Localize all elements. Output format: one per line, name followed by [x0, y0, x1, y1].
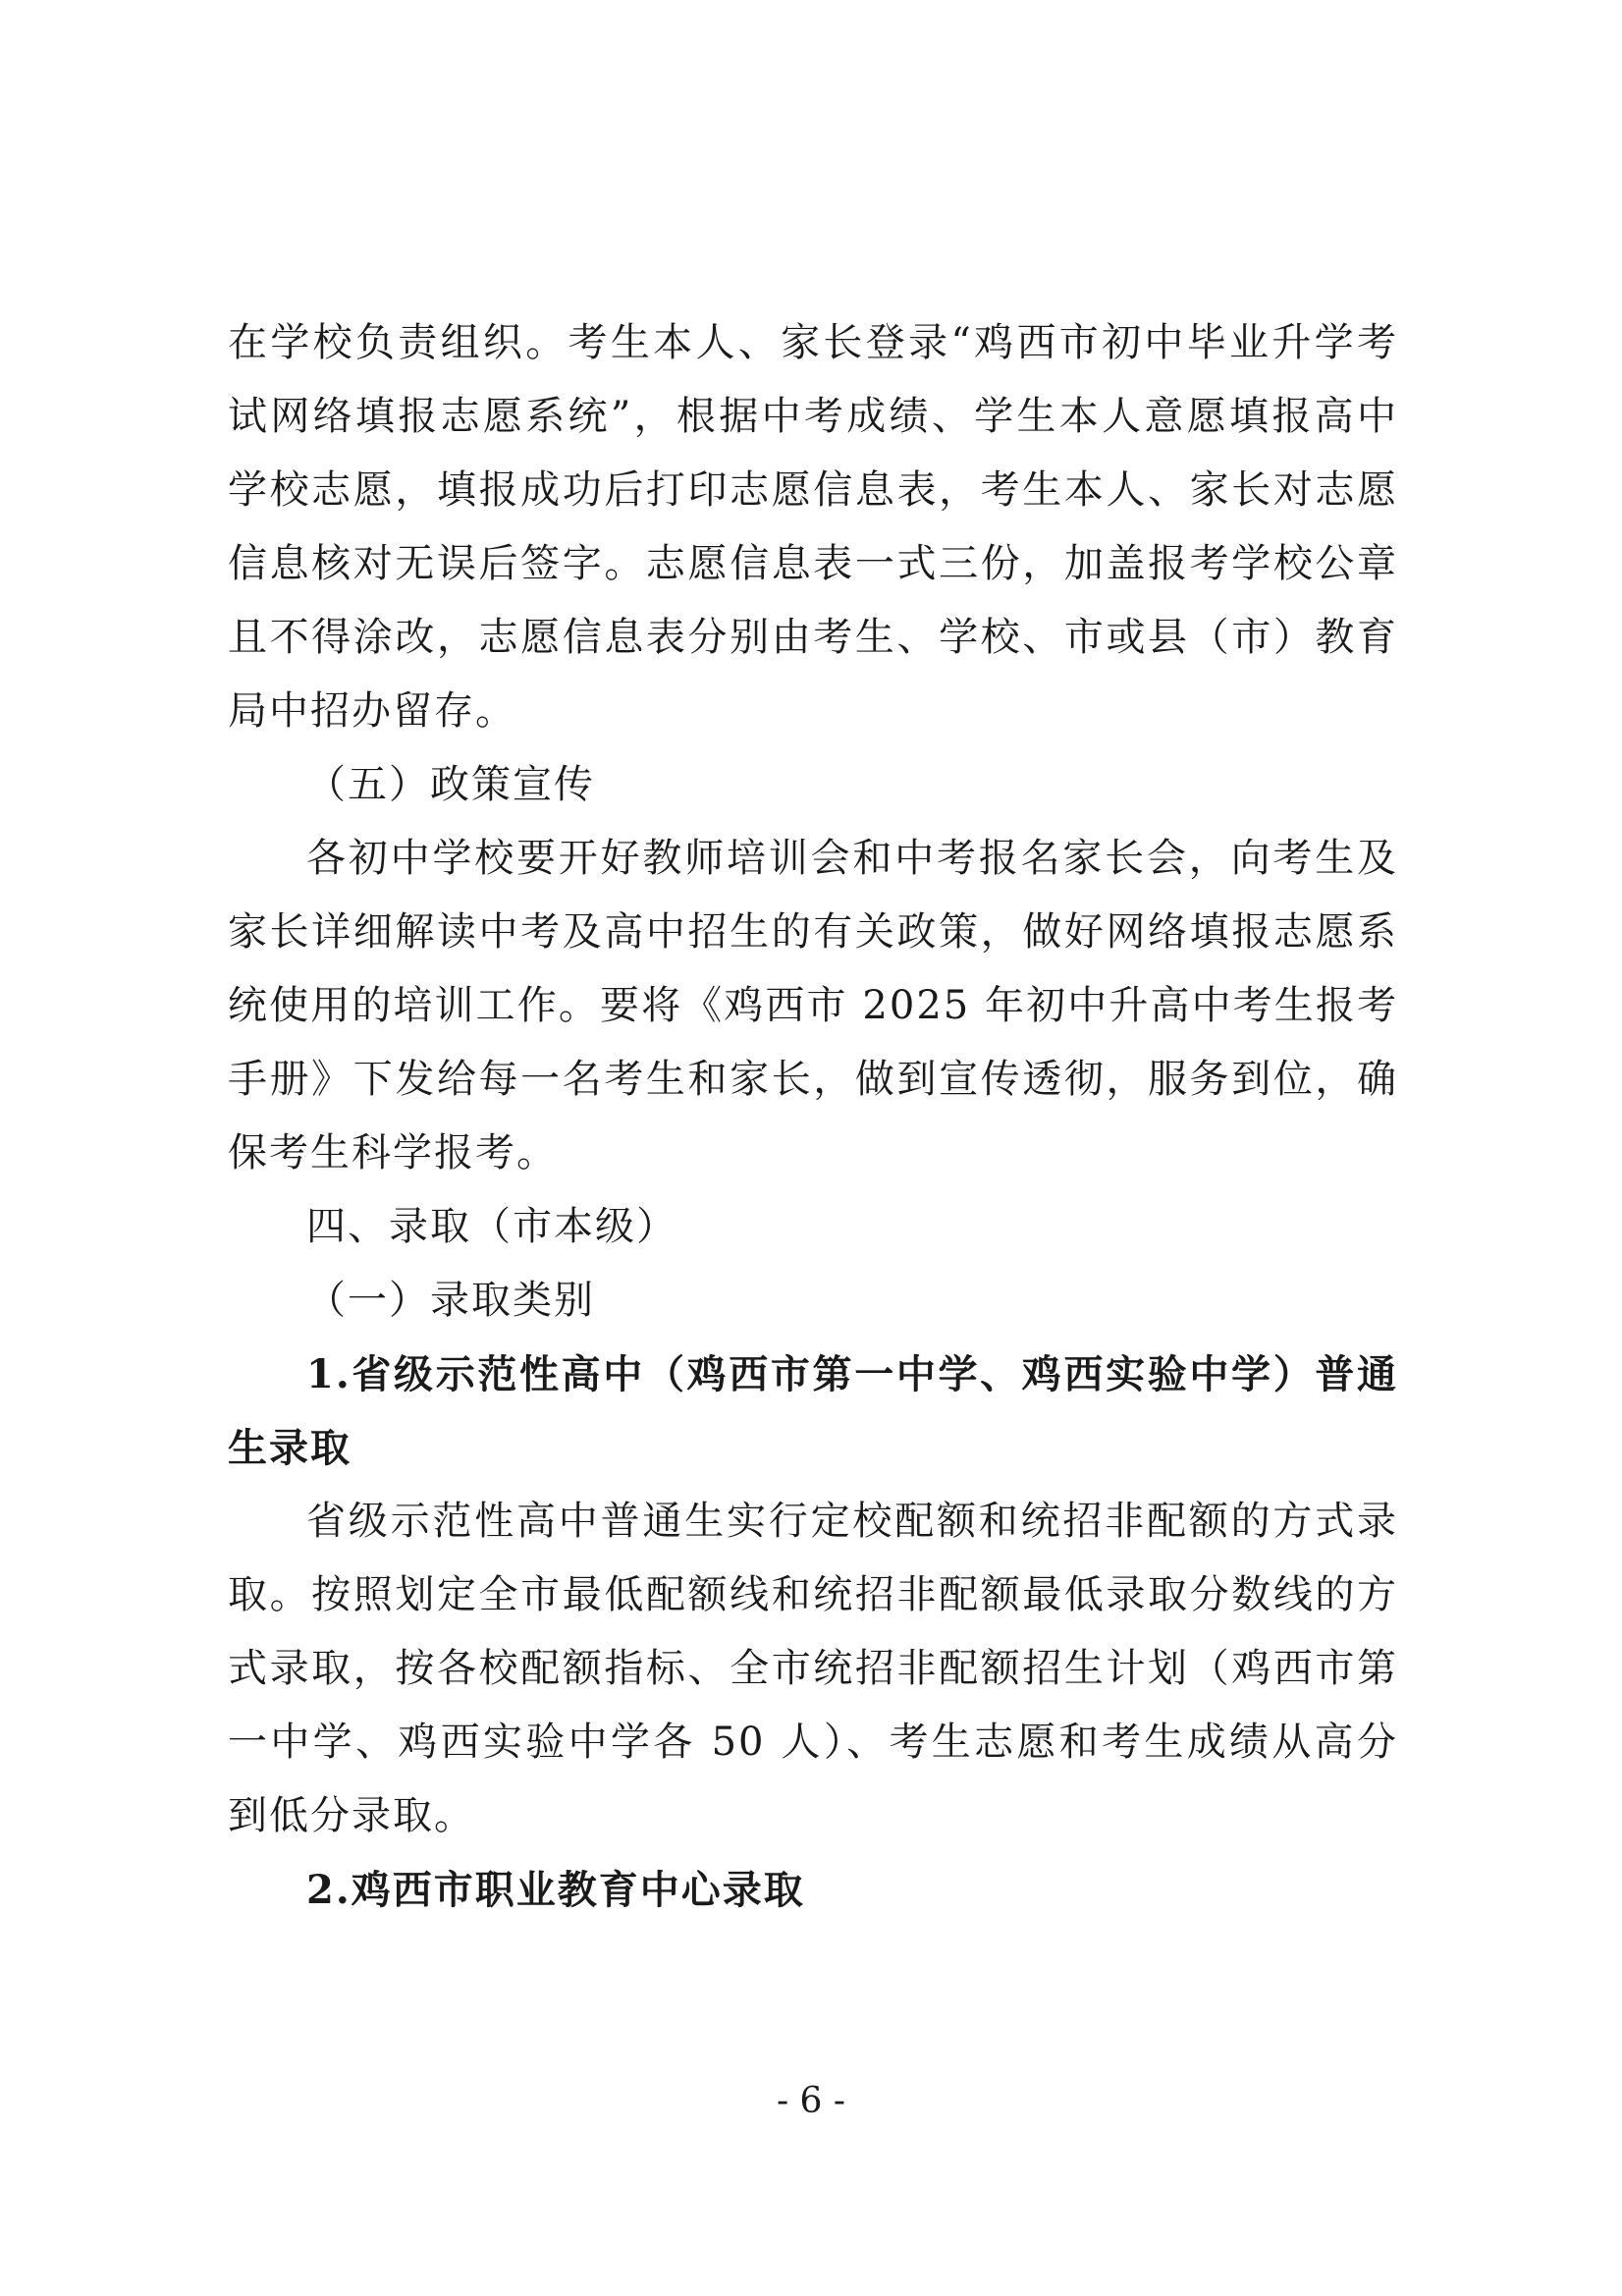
- heading-vocational-center: 2.鸡西市职业教育中心录取: [306, 1867, 805, 1913]
- heading-admission: 四、录取（市本级）: [306, 1204, 677, 1249]
- heading-admission-category: （一）录取类别: [306, 1278, 595, 1323]
- paragraph-policy-publicity: 各初中学校要开好教师培训会和中考报名家长会，向考生及家长详细解读中考及高中招生的有关政策，做好网络填报志愿系统使用的培训工作。要将《鸡西市 2025 年初中升高中考生报考手册》下发给每一名考生和家长，做到宣传透彻，服务到位，确保考生科学报考。: [228, 836, 1398, 1175]
- heading-policy-publicity: （五）政策宣传: [306, 762, 595, 807]
- heading-provincial-high-school: 1.省级示范性高中（鸡西市第一中学、鸡西实验中学）普通生录取: [228, 1351, 1398, 1471]
- paragraph-provincial-high-school: 省级示范性高中普通生实行定校配额和统招非配额的方式录取。按照划定全市最低配额线和统招非配额最低录取分数线的方式录取，按各校配额指标、全市统招非配额招生计划（鸡西市第一中学、鸡西实验中学各 50 人）、考生志愿和考生成绩从高分到低分录取。: [228, 1499, 1398, 1838]
- page-number: - 6 -: [776, 2081, 846, 2121]
- document-body: [228, 306, 1398, 1927]
- paragraph-registration: 在学校负责组织。考生本人、家长登录“鸡西市初中毕业升学考试网络填报志愿系统”，根据中考成绩、学生本人意愿填报高中学校志愿，填报成功后打印志愿信息表，考生本人、家长对志愿信息核对无误后签字。志愿信息表一式三份，加盖报考学校公章且不得涂改，志愿信息表分别由考生、学校、市或县（市）教育局中招办留存。: [228, 320, 1398, 734]
